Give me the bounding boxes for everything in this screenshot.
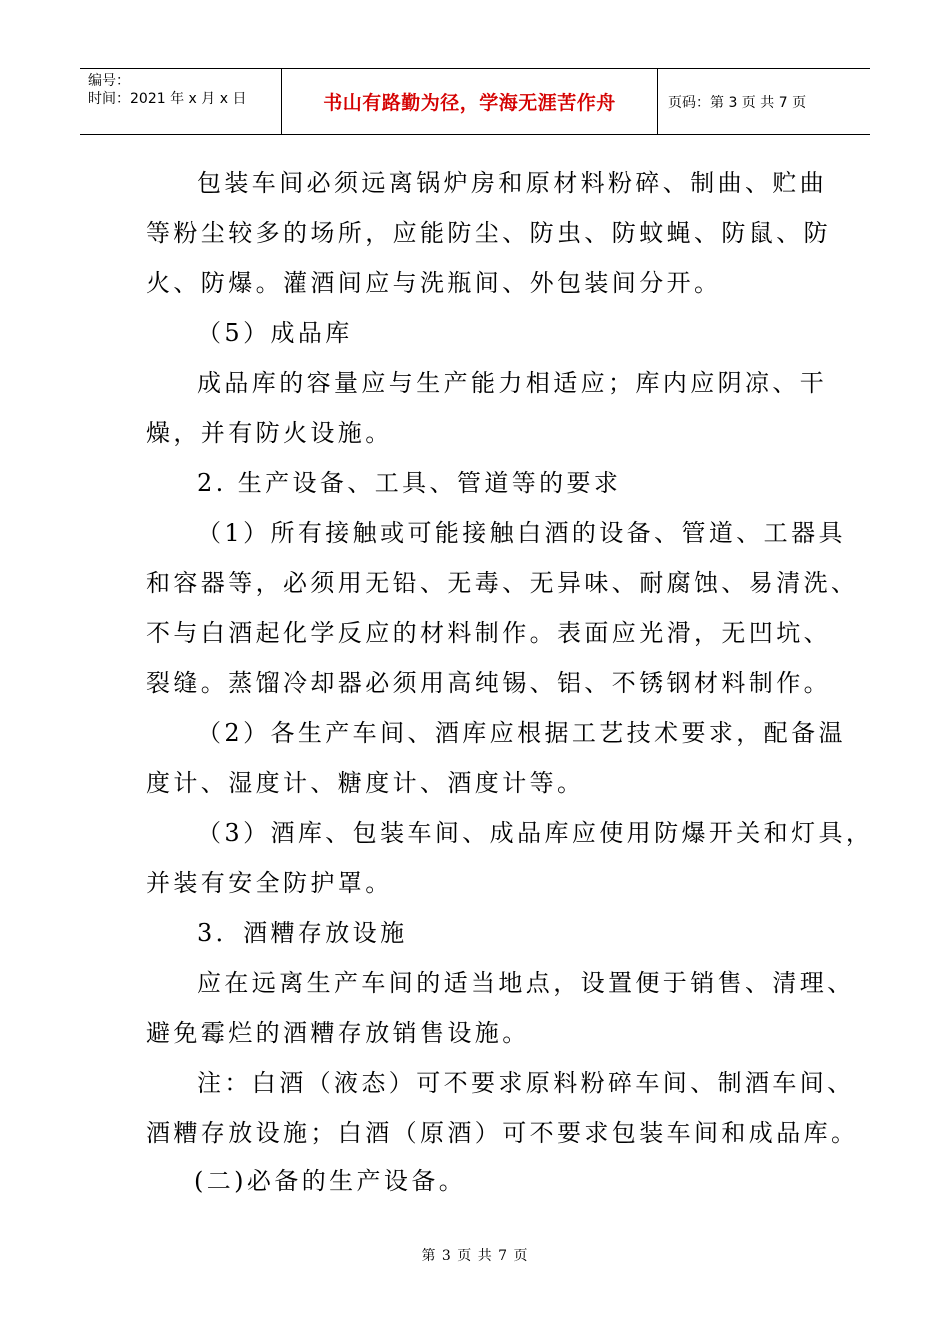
section-heading: （5）成品库 bbox=[197, 319, 353, 347]
body-line: 不与白酒起化学反应的材料制作。表面应光滑，无凹坑、 bbox=[146, 619, 831, 647]
body-line: 并装有安全防护罩。 bbox=[146, 869, 393, 897]
body-line: （1）所有接触或可能接触白酒的设备、管道、工器具 bbox=[197, 519, 846, 547]
body-line: 应在远离生产车间的适当地点，设置便于销售、清理、 bbox=[197, 969, 855, 997]
note-line: 酒糟存放设施；白酒（原酒）可不要求包装车间和成品库。 bbox=[146, 1119, 859, 1147]
section-heading: 3．酒糟存放设施 bbox=[197, 919, 408, 947]
body-line: 等粉尘较多的场所，应能防尘、防虫、防蚊蝇、防鼠、防 bbox=[146, 219, 831, 247]
page-footer: 第 3 页 共 7 页 bbox=[421, 1248, 529, 1264]
body-line: 燥，并有防火设施。 bbox=[146, 419, 393, 447]
header-page-code: 页码：第 3 页 共 7 页 bbox=[668, 94, 807, 111]
document-number-label: 编号： bbox=[88, 73, 130, 89]
body-line: 裂缝。蒸馏冷却器必须用高纯锡、铝、不锈钢材料制作。 bbox=[146, 669, 831, 697]
section-heading: (二)必备的生产设备。 bbox=[194, 1167, 467, 1195]
section-heading: 2. 生产设备、工具、管道等的要求 bbox=[197, 469, 622, 497]
body-line: （2）各生产车间、酒库应根据工艺技术要求，配备温 bbox=[197, 719, 846, 747]
body-line: 和容器等，必须用无铅、无毒、无异味、耐腐蚀、易清洗、 bbox=[146, 569, 859, 597]
body-line: 避免霉烂的酒糟存放销售设施。 bbox=[146, 1019, 530, 1047]
document-time-label: 时间：2021 年 x 月 x 日 bbox=[88, 91, 247, 107]
body-line: （3）酒库、包装车间、成品库应使用防爆开关和灯具， bbox=[197, 819, 874, 847]
header-motto: 书山有路勤为径，学海无涯苦作舟 bbox=[323, 92, 616, 114]
note-line: 注：白酒（液态）可不要求原料粉碎车间、制酒车间、 bbox=[197, 1069, 855, 1097]
body-line: 度计、湿度计、糖度计、酒度计等。 bbox=[146, 769, 585, 797]
body-line: 火、防爆。灌酒间应与洗瓶间、外包装间分开。 bbox=[146, 269, 722, 297]
body-line: 包装车间必须远离锅炉房和原材料粉碎、制曲、贮曲 bbox=[197, 169, 828, 197]
body-line: 成品库的容量应与生产能力相适应；库内应阴凉、干 bbox=[197, 369, 828, 397]
